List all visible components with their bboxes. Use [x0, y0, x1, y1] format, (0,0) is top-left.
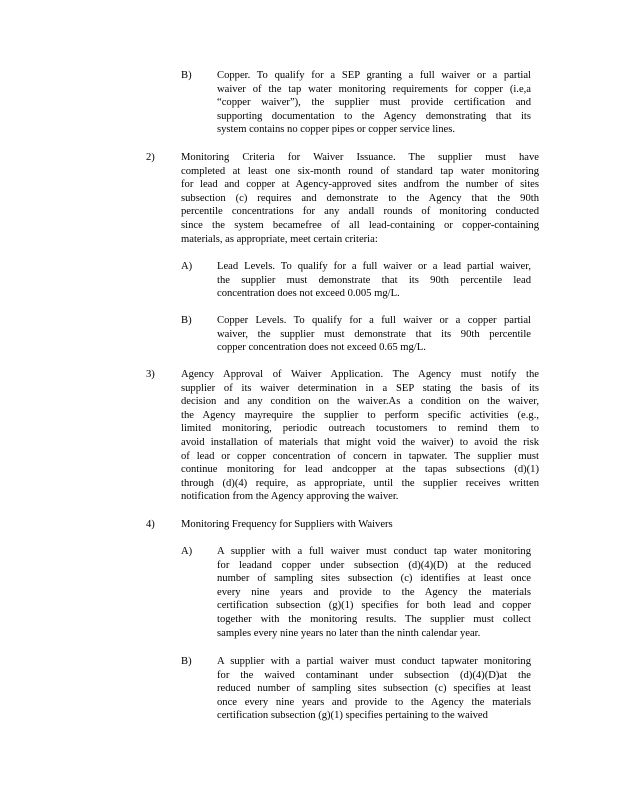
text-line: waiver of the tap water monitoring requirements for copper (i.e,a	[217, 83, 531, 95]
list-marker: 3)	[146, 369, 155, 380]
paragraph-text	[217, 69, 531, 137]
text-line: Agency Approval of Waiver Application. The Agency must notify the	[181, 369, 539, 380]
text-line: limited monitoring, periodic outreach tocustomers to remind them to	[181, 423, 539, 435]
list-marker: A)	[181, 546, 193, 557]
text-line: of lead or copper concentration of concern in tapwater. The supplier must	[181, 450, 539, 462]
paragraph-text	[181, 368, 539, 504]
text-line: decision and any condition on the waiver.As a condition on the waiver,	[181, 396, 539, 408]
text-line: supporting documentation to the Agency demonstrating that its	[217, 110, 531, 122]
paragraph-text	[217, 545, 531, 640]
list-marker: A)	[181, 261, 193, 272]
text-line: Copper Levels. To qualify for a full waiver or a copper partial	[217, 315, 531, 326]
text-line: Copper. To qualify for a SEP granting a full waiver or a partial	[217, 70, 531, 81]
paragraph-text	[181, 151, 539, 246]
text-line: A supplier with a full waiver must conduct tap water monitoring	[217, 546, 531, 557]
text-line: avoid installation of materials that might void the waiver) to avoid the risk	[181, 436, 539, 448]
text-line: A supplier with a partial waiver must conduct tapwater monitoring	[217, 656, 531, 667]
text-line: certification subsection (g)(1) specifies for both lead and copper	[217, 600, 531, 612]
list-marker: B)	[181, 70, 192, 81]
list-marker: B)	[181, 315, 192, 326]
paragraph-text	[181, 518, 539, 532]
list-marker: B)	[181, 656, 192, 667]
paragraph-text	[217, 260, 531, 301]
text-line: once every nine years and provide to the Agency the materials	[217, 696, 531, 708]
text-line: for the waived contaminant under subsection (d)(4)(D)at the	[217, 669, 531, 681]
text-line: for leadand copper under subsection (d)(4)(D) at the reduced	[217, 559, 531, 571]
text-line: Lead Levels. To qualify for a full waiver or a lead partial waiver,	[217, 261, 531, 272]
list-marker: 2)	[146, 152, 155, 163]
text-line: “copper waiver”), the supplier must provide certification and	[217, 97, 531, 109]
text-line: subsection (c) requires and demonstrate to the Agency that the 90th	[181, 192, 539, 204]
text-line: materials, as appropriate, meet certain criteria:	[181, 233, 378, 245]
text-line: copper concentration does not exceed 0.65 mg/L.	[217, 342, 426, 354]
list-marker: 4)	[146, 519, 155, 530]
text-line: for lead and copper at Agency-approved sites andfrom the number of sites	[181, 179, 539, 191]
text-line: completed at least one six-month round of standard tap water monitoring	[181, 165, 539, 177]
text-line: samples every nine years no later than the ninth calendar year.	[217, 627, 481, 639]
text-line: reduced number of sampling sites subsection (c) specifies at least	[217, 683, 531, 695]
text-line: Monitoring Criteria for Waiver Issuance. The supplier must have	[181, 152, 539, 163]
paragraph-text	[217, 314, 531, 355]
text-line: supplier of its waiver determination in a SEP stating the basis of its	[181, 382, 539, 394]
text-line: concentration does not exceed 0.005 mg/L.	[217, 288, 400, 300]
text-line: the supplier must demonstrate that its 90th percentile lead	[217, 274, 531, 286]
text-line: number of sampling sites subsection (c) identifies at least once	[217, 573, 531, 585]
text-line: system contains no copper pipes or copper service lines.	[217, 124, 455, 136]
text-line: waiver, the supplier must demonstrate that its 90th percentile	[217, 328, 531, 340]
text-line: together with the monitoring results. The supplier must collect	[217, 613, 531, 625]
text-line: the Agency mayrequire the supplier to perform specific activities (e.g.,	[181, 409, 539, 421]
text-line: through (d)(4) require, as appropriate, until the supplier receives written	[181, 477, 539, 489]
text-line: Monitoring Frequency for Suppliers with Waivers	[181, 519, 393, 530]
text-line: certification subsection (g)(1) specifies pertaining to the waived	[217, 710, 488, 722]
text-line: since the system becamefree of all lead-containing or copper-containing	[181, 219, 539, 231]
text-line: continue monitoring for lead andcopper at the tapas subsections (d)(1)	[181, 464, 539, 476]
text-line: notification from the Agency approving the waiver.	[181, 491, 399, 503]
text-line: percentile concentrations for any andall rounds of monitoring conducted	[181, 206, 539, 218]
text-line: every nine years and provide to the Agency the materials	[217, 586, 531, 598]
paragraph-text	[217, 655, 531, 723]
